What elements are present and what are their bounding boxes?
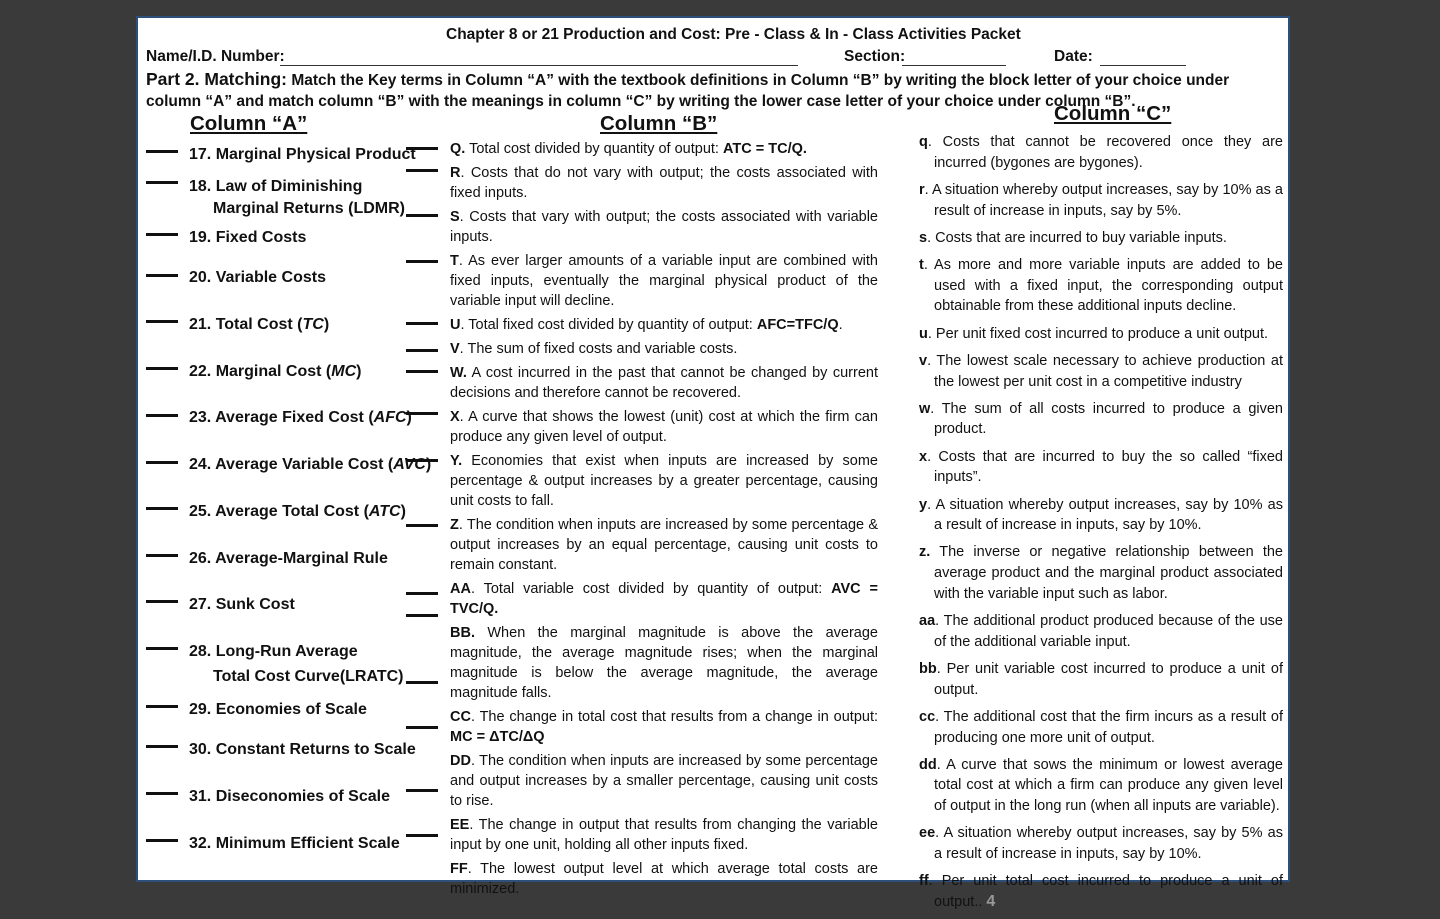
term-29: 29. Economies of Scale [189,701,367,718]
term-28: 28. Long-Run Average Total Cost Curve(LRATC) [189,643,404,685]
column-a-heading: Column “A” [190,112,308,135]
date-label: Date: [1054,48,1093,65]
meaning-u: u. Per unit fixed cost incurred to produce a unit output. [919,325,1269,342]
meaning-ee: ee. A situation whereby output increases, say by 5% as a result of increase in inputs, say by 10%. [919,825,1283,863]
definition-Z: Z. The condition when inputs are increased by some percentage & output increases by an equal percentage, causing unit costs to remain constant. [450,517,878,573]
term-27: 27. Sunk Cost [189,596,295,613]
answer-blank-b-12[interactable] [406,614,438,617]
column-b-heading: Column “B” [600,112,718,135]
answer-blank-a-31[interactable] [146,792,178,795]
answer-blank-a-19[interactable] [146,233,178,236]
answer-blank-b-14[interactable] [406,726,438,729]
meaning-cc: cc. The additional cost that the firm incurs as a result of producing one more unit of output. [919,708,1283,746]
definition-Y: Y. Economies that exist when inputs are increased by some percentage & output increases by a greater percentage, causing unit costs to fall. [450,453,878,509]
definition-T: T. As ever larger amounts of a variable input are combined with fixed inputs, eventually the marginal physical product of the variable input will decline. [450,253,878,309]
term-30: 30. Constant Returns to Scale [189,741,416,758]
term-32: 32. Minimum Efficient Scale [189,835,400,852]
meaning-dd: dd. A curve that sows the minimum or lowest average total cost at which a firm can produce any given level of output in the long run (when all inputs are variable). [919,756,1283,815]
meaning-s: s. Costs that are incurred to buy variable inputs. [919,229,1227,246]
definition-V: V. The sum of fixed costs and variable costs. [450,341,738,357]
answer-blank-a-29[interactable] [146,705,178,708]
answer-blank-b-13[interactable] [406,681,438,684]
answer-blank-a-23[interactable] [146,414,178,417]
answer-blank-a-18[interactable] [146,181,178,184]
page-number: 4 [986,893,996,910]
meaning-z: z. The inverse or negative relationship between the average product and the marginal product associated with the variable input such as labor. [919,544,1283,602]
meaning-q: q. Costs that cannot be recovered once they are incurred (bygones are bygones). [919,134,1283,171]
answer-blank-a-25[interactable] [146,507,178,510]
meaning-bb: bb. Per unit variable cost incurred to produce a unit of output. [919,660,1283,698]
section-label: Section: [844,48,906,65]
answer-blank-a-22[interactable] [146,367,178,370]
term-21: 21. Total Cost (TC) [189,316,330,333]
definition-CC: CC. The change in total cost that results from a change in output: MC = ΔTC/ΔQ [450,709,878,745]
term-17: 17. Marginal Physical Product [189,146,416,163]
answer-blank-a-20[interactable] [146,274,178,277]
answer-blank-b-6[interactable] [406,349,438,352]
answer-blank-b-10[interactable] [406,524,438,527]
answer-blank-b-3[interactable] [406,214,438,217]
column-b-definitions [450,139,878,903]
definition-EE: EE. The change in output that results from changing the variable input by one unit, holding all other inputs fixed. [450,817,878,853]
answer-blank-b-2[interactable] [406,169,438,172]
term-25: 25. Average Total Cost (ATC) [189,503,406,520]
answer-blank-a-28[interactable] [146,647,178,650]
definition-X: X. A curve that shows the lowest (unit) cost at which the firm can produce any given level of output. [450,409,878,445]
instructions-text: Match the Key terms in Column “A” with the textbook definitions in Column “B” by writing the block letter of your choice under column “A” and match column “B” with the meanings in column “C” by writing the lower case letter of your choice under column “B”. [146,72,1230,110]
instructions-part: Part 2. Matching: [146,69,287,89]
meaning-aa: aa. The additional product produced because of the use of the additional variable input. [919,613,1283,650]
column-c-heading: Column “C” [1054,102,1172,125]
meaning-v: v. The lowest scale necessary to achieve production at the lowest per unit cost in a competitive industry [919,352,1283,390]
answer-blank-b-4[interactable] [406,260,438,263]
document-title: Chapter 8 or 21 Production and Cost: Pre - Class & In - Class Activities Packet [446,26,1021,43]
meaning-x: x. Costs that are incurred to buy the so called “fixed inputs”. [919,448,1283,486]
name-field[interactable] [280,65,798,66]
definition-FF: FF. The lowest output level at which average total costs are minimized. [450,861,878,897]
answer-blank-b-15[interactable] [406,789,438,792]
name-label: Name/I.D. Number: [146,48,285,65]
answer-blank-b-5[interactable] [406,322,438,325]
term-18: 18. Law of Diminishing Marginal Returns (LDMR) [189,178,405,217]
meaning-w: w. The sum of all costs incurred to produce a given product. [919,400,1283,438]
definition-W: W. A cost incurred in the past that cannot be changed by current decisions and therefore cannot be recovered. [450,365,878,401]
answer-blank-a-21[interactable] [146,320,178,323]
definition-R: R. Costs that do not vary with output; the costs associated with fixed inputs. [450,165,878,201]
answer-blank-a-24[interactable] [146,461,178,464]
answer-blank-b-7[interactable] [406,370,438,373]
term-22: 22. Marginal Cost (MC) [189,363,362,380]
date-field[interactable] [1100,65,1186,66]
meaning-ff: ff. Per unit total cost incurred to produce a unit of output.. 4 [919,873,1283,910]
answer-blank-a-26[interactable] [146,554,178,557]
definition-Q: Q. Total cost divided by quantity of output: ATC = TC/Q. [450,141,807,157]
answer-blank-a-30[interactable] [146,745,178,748]
definition-AA: AA. Total variable cost divided by quantity of output: AVC = TVC/Q. [450,581,878,617]
meaning-r: r. A situation whereby output increases, say by 10% as a result of increase in inputs, say by 5%. [919,181,1283,219]
answer-blank-a-27[interactable] [146,600,178,603]
answer-blank-b-16[interactable] [406,834,438,837]
term-24: 24. Average Variable Cost (AVC) [189,456,432,473]
term-23: 23. Average Fixed Cost (AFC) [189,409,412,426]
term-26: 26. Average-Marginal Rule [189,550,388,567]
answer-blank-a-32[interactable] [146,839,178,842]
definition-BB: BB. When the marginal magnitude is above the average magnitude, the average magnitude rises; when the marginal magnitude is below the average magnitude, the average magnitude falls. [450,625,878,701]
section-field[interactable] [902,65,1006,66]
definition-S: S. Costs that vary with output; the costs associated with variable inputs. [450,209,878,245]
term-31: 31. Diseconomies of Scale [189,788,390,805]
worksheet-page [136,16,1290,910]
term-20: 20. Variable Costs [189,269,326,286]
meaning-t: t. As more and more variable inputs are added to be used with a fixed input, the corresponding output obtainable from these additional inputs decline. [919,257,1283,315]
definition-U: U. Total fixed cost divided by quantity of output: AFC=TFC/Q. [450,317,843,333]
definition-DD: DD. The condition when inputs are increased by some percentage and output increases by a smaller percentage, causing unit costs to rise. [450,753,878,809]
column-c-meanings [919,132,1283,919]
term-19: 19. Fixed Costs [189,229,307,246]
answer-blank-b-11[interactable] [406,592,438,595]
answer-blank-a-17[interactable] [146,150,178,153]
meaning-y: y. A situation whereby output increases, say by 10% as a result of increase in inputs, say by 10%. [919,496,1283,534]
